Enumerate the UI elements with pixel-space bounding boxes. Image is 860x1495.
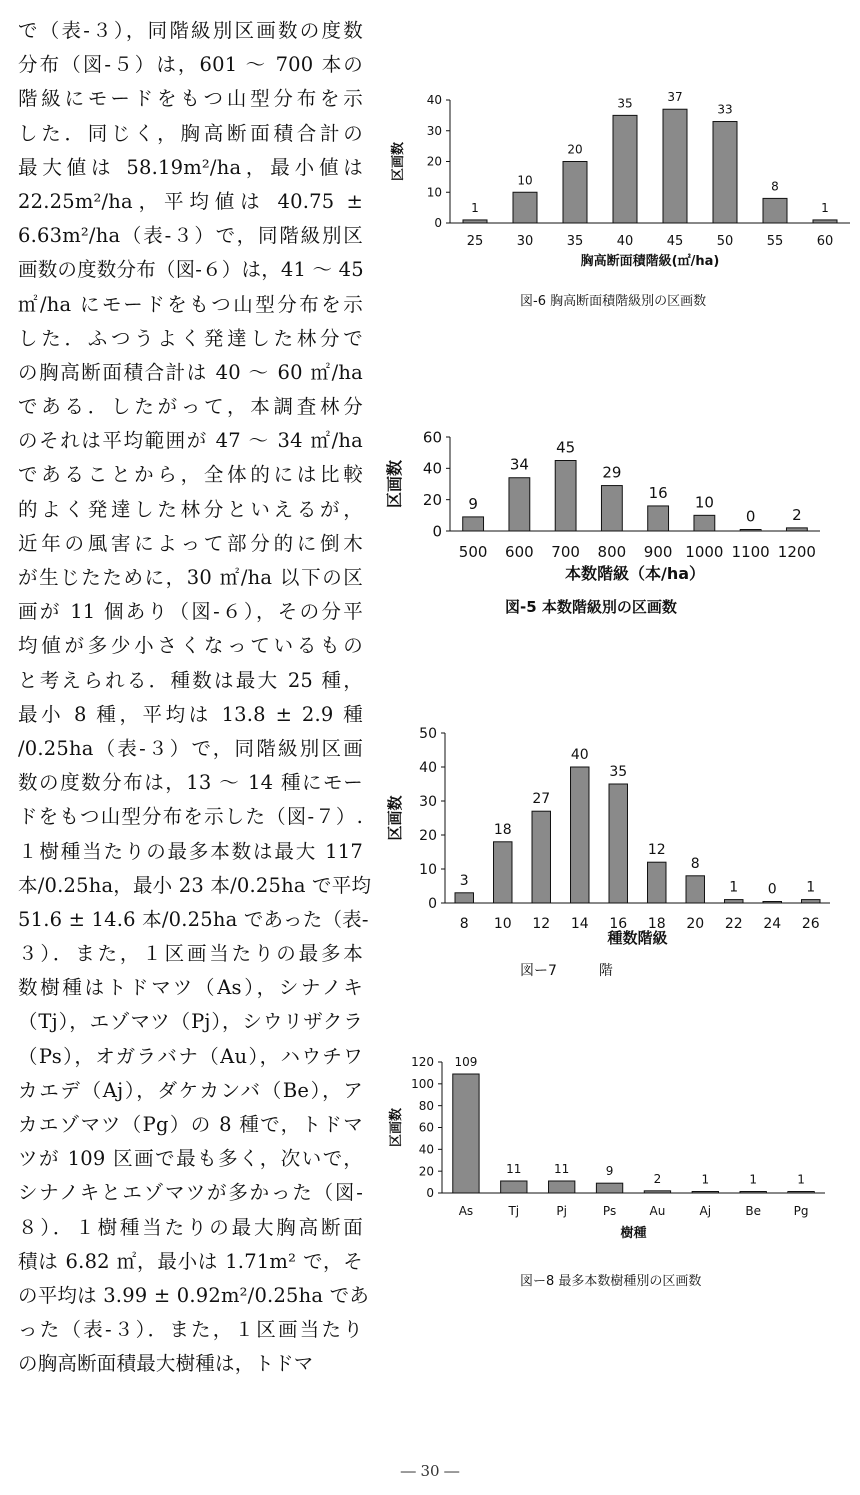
- chart-fig5-stem-count: [380, 420, 860, 680]
- y-tick-label: 60: [422, 428, 442, 447]
- data-label: 33: [717, 102, 733, 117]
- bar: [644, 1191, 670, 1193]
- text-line: ８）．１樹種当たりの最大胸高断面: [18, 1215, 363, 1239]
- bar: [509, 478, 530, 531]
- x-axis-label: 樹種: [620, 1226, 647, 1241]
- text-line: 的よく発達した林分といえるが，: [18, 497, 363, 521]
- x-tick-label: Ps: [602, 1204, 617, 1218]
- x-axis-label: 本数階級（本/ha）: [564, 564, 706, 583]
- text-line: （Ps），オガラバナ（Au），ハウチワ: [18, 1044, 363, 1068]
- data-label: 11: [506, 1161, 522, 1176]
- chart-caption: 図ー8 最多本数樹種別の区画数: [520, 1274, 702, 1289]
- text-line: 階級にモードをもつ山型分布を示: [18, 87, 363, 111]
- bar: [596, 1183, 622, 1193]
- bar: [813, 220, 837, 223]
- text-line: ㎡/ha にモードをもつ山型分布を示: [18, 292, 363, 316]
- bar: [713, 122, 737, 223]
- bar: [763, 902, 781, 904]
- chart-caption: 図-5 本数階級別の区画数: [505, 598, 677, 616]
- data-label: 8: [771, 179, 779, 194]
- data-label: 2: [653, 1171, 662, 1186]
- data-label: 1: [821, 200, 829, 215]
- x-tick-label: 1000: [685, 543, 724, 561]
- x-tick-label: Pg: [793, 1204, 809, 1218]
- text-line: と考えられる．種数は最大 25 種，: [18, 668, 363, 692]
- text-line: の胸高断面積合計は 40 〜 60 ㎡/ha: [18, 360, 363, 384]
- y-tick-label: 60: [418, 1120, 434, 1135]
- data-label: 12: [647, 842, 666, 859]
- text-line: した．ふつうよく発達した林分で: [18, 326, 363, 350]
- bar: [571, 767, 589, 903]
- y-tick-label: 100: [411, 1077, 434, 1092]
- bar: [788, 1192, 814, 1194]
- text-line: ツが 109 区画で最も多く，次いで，: [18, 1147, 363, 1171]
- text-line: シナノキとエゾマツが多かった（図-: [18, 1181, 363, 1205]
- text-line: カエデ（Aj），ダケカンバ（Be），ア: [18, 1078, 363, 1102]
- data-label: 35: [617, 96, 633, 111]
- text-line: 22.25m²/ha，平均値は 40.75 ±: [18, 189, 363, 213]
- text-line: 6.63m²/ha（表-３）で，同階級別区: [18, 224, 363, 248]
- x-tick-label: 40: [616, 234, 634, 249]
- y-tick-label: 40: [422, 459, 442, 478]
- y-axis-label: 区画数: [389, 1107, 404, 1148]
- x-tick-label: 25: [466, 234, 484, 249]
- data-label: 18: [493, 821, 512, 838]
- page-number: ― 30 ―: [400, 1462, 460, 1480]
- data-label: 10: [517, 173, 533, 188]
- bar: [725, 900, 743, 903]
- y-tick-label: 30: [419, 793, 437, 810]
- data-label: 0: [745, 507, 756, 526]
- x-tick-label: 26: [801, 916, 820, 932]
- text-line: のそれは平均範囲が 47 〜 34 ㎡/ha: [18, 429, 363, 453]
- x-tick-label: 55: [766, 234, 784, 249]
- data-label: 9: [605, 1164, 614, 1179]
- x-tick-label: 16: [609, 916, 628, 932]
- text-line: １樹種当たりの最多本数は最大 117: [18, 839, 363, 863]
- bar: [609, 784, 627, 903]
- x-tick-label: 1100: [731, 543, 770, 561]
- y-tick-label: 50: [419, 725, 437, 742]
- y-tick-label: 40: [419, 759, 437, 776]
- bar: [555, 461, 576, 532]
- text-line: ３）．また，１区画当たりの最多本: [18, 942, 363, 966]
- data-label: 20: [567, 142, 583, 157]
- data-label: 34: [509, 455, 529, 474]
- y-axis-label: 区画数: [385, 459, 404, 509]
- data-label: 1: [471, 200, 479, 215]
- x-tick-label: 900: [643, 543, 673, 561]
- x-tick-label: 30: [516, 234, 534, 249]
- data-label: 29: [602, 463, 622, 482]
- x-tick-label: Pj: [556, 1204, 567, 1218]
- data-label: 109: [454, 1055, 478, 1070]
- x-tick-label: 14: [570, 916, 589, 932]
- bar: [802, 900, 820, 903]
- y-axis-label: 区画数: [386, 795, 404, 841]
- text-line: した．同じく，胸高断面積合計の: [18, 121, 363, 145]
- bar: [763, 198, 787, 223]
- x-tick-label: 45: [666, 234, 684, 249]
- bar: [692, 1192, 718, 1194]
- y-tick-label: 20: [419, 827, 437, 844]
- bar: [463, 517, 484, 531]
- x-tick-label: Aj: [699, 1204, 712, 1218]
- data-label: 3: [459, 872, 469, 889]
- chart-fig8-dominant-species: [380, 1040, 860, 1300]
- text-line: が生じたために，30 ㎡/ha 以下の区: [18, 566, 363, 589]
- x-tick-label: 60: [816, 234, 834, 249]
- x-tick-label: 22: [724, 916, 743, 932]
- bar: [563, 162, 587, 224]
- data-label: 9: [468, 494, 478, 513]
- y-tick-label: 120: [411, 1055, 434, 1070]
- bar: [648, 862, 666, 903]
- data-label: 10: [694, 493, 714, 512]
- bar: [648, 506, 669, 531]
- bar: [686, 876, 704, 903]
- text-line: 画数の度数分布（図-６）は，41 〜 45: [18, 258, 364, 282]
- x-tick-label: 10: [493, 916, 512, 932]
- text-line: （Tj），エゾマツ（Pj），シウリザクラ: [18, 1010, 363, 1034]
- data-label: 1: [749, 1172, 758, 1187]
- text-line: である．したがって，本調査林分: [18, 395, 363, 419]
- data-label: 16: [648, 483, 668, 502]
- data-label: 2: [792, 505, 802, 524]
- x-tick-label: Tj: [508, 1204, 520, 1218]
- bar: [463, 220, 487, 223]
- data-label: 8: [690, 855, 700, 872]
- x-tick-label: 500: [458, 543, 488, 561]
- text-line: で（表-３），同階級別区画数の度数: [18, 19, 363, 42]
- text-line: 積は 6.82 ㎡，最小は 1.71m² で，そ: [18, 1249, 363, 1273]
- x-tick-label: 12: [532, 916, 551, 932]
- x-tick-label: Be: [745, 1204, 761, 1218]
- x-tick-label: 1200: [777, 543, 816, 561]
- data-label: 37: [667, 90, 683, 105]
- x-axis-label: 種数階級: [607, 929, 668, 947]
- data-label: 1: [806, 879, 816, 896]
- x-tick-label: 700: [551, 543, 580, 561]
- y-tick-label: 20: [418, 1164, 434, 1179]
- y-tick-label: 0: [428, 895, 437, 912]
- text-line: /0.25ha（表-３）で，同階級別区画: [18, 736, 363, 760]
- text-line: った（表-３）．また，１区画当たり: [18, 1318, 363, 1342]
- y-tick-label: 80: [418, 1098, 434, 1113]
- y-tick-label: 0: [432, 522, 442, 541]
- x-tick-label: 800: [597, 543, 627, 561]
- text-line: 近年の風害によって部分的に倒木: [18, 531, 363, 555]
- text-line: 分布（図-５）は，601 〜 700 本の: [18, 53, 363, 77]
- bar: [501, 1181, 527, 1193]
- text-line: 最小 8 種，平均は 13.8 ± 2.9 種: [18, 702, 363, 726]
- data-label: 27: [532, 791, 551, 808]
- x-axis-label: 胸高断面積階級(㎡/ha): [580, 254, 720, 269]
- text-line: ドをもつ山型分布を示した（図-７）.: [18, 805, 363, 829]
- data-label: 45: [556, 438, 576, 457]
- chart-fig7-species-count: [380, 718, 860, 978]
- bar: [613, 115, 637, 223]
- y-tick-label: 20: [426, 154, 442, 169]
- x-tick-label: 20: [686, 916, 705, 932]
- text-line: 51.6 ± 14.6 本/0.25ha であった（表-: [18, 907, 369, 931]
- bar: [694, 515, 715, 531]
- bar: [601, 486, 622, 531]
- bar: [532, 811, 550, 903]
- y-tick-label: 0: [434, 216, 442, 231]
- x-tick-label: 8: [459, 916, 469, 932]
- x-tick-label: 600: [505, 543, 534, 561]
- bar: [455, 893, 473, 903]
- text-line: 画が 11 個あり（図-６），その分平: [18, 600, 363, 624]
- x-tick-label: 24: [763, 916, 782, 932]
- bar: [513, 192, 537, 223]
- data-label: 40: [570, 747, 589, 763]
- y-tick-label: 20: [422, 490, 442, 509]
- y-tick-label: 10: [426, 185, 442, 200]
- x-tick-label: 35: [566, 234, 584, 249]
- y-tick-label: 0: [426, 1186, 434, 1201]
- text-line: 本/0.25ha，最小 23 本/0.25ha で平均: [18, 873, 372, 897]
- text-line: 均値が多少小さくなっているもの: [18, 634, 363, 658]
- x-tick-label: 18: [647, 916, 666, 932]
- data-label: 1: [701, 1172, 710, 1187]
- y-axis-label: 区画数: [391, 141, 406, 182]
- data-label: 1: [729, 879, 739, 896]
- text-line: 数の度数分布は，13 〜 14 種にモー: [18, 771, 363, 795]
- text-line: の平均は 3.99 ± 0.92m²/0.25ha であ: [18, 1283, 370, 1307]
- y-tick-label: 40: [418, 1142, 434, 1157]
- bar: [663, 109, 687, 223]
- body-text-column: [18, 14, 372, 1382]
- text-line: カエゾマツ（Pg）の 8 種で，トドマ: [18, 1113, 363, 1136]
- x-tick-label: Au: [649, 1204, 666, 1218]
- y-tick-label: 10: [419, 861, 437, 878]
- x-tick-label: 50: [716, 234, 734, 249]
- bar: [453, 1074, 479, 1193]
- data-label: 0: [767, 881, 777, 898]
- bar: [549, 1181, 575, 1193]
- bar: [786, 528, 807, 531]
- bar: [494, 842, 512, 903]
- data-label: 1: [797, 1172, 805, 1187]
- x-tick-label: As: [458, 1204, 474, 1218]
- bar: [740, 530, 761, 532]
- chart-caption: 図-6 胸高断面積階級別の区画数: [520, 294, 707, 309]
- text-line: であることから，全体的には比較: [18, 463, 363, 487]
- bar: [740, 1192, 766, 1194]
- text-line: 最大値は 58.19m²/ha，最小値は: [18, 155, 363, 179]
- text-line: 数樹種はトドマツ（As），シナノキ: [18, 976, 363, 1000]
- chart-caption: 図ー7 階: [520, 963, 613, 979]
- data-label: 11: [554, 1161, 570, 1176]
- data-label: 35: [609, 764, 628, 780]
- y-tick-label: 40: [426, 93, 442, 108]
- y-tick-label: 30: [426, 123, 442, 138]
- text-line: の胸高断面積最大樹種は，トドマ: [18, 1352, 314, 1376]
